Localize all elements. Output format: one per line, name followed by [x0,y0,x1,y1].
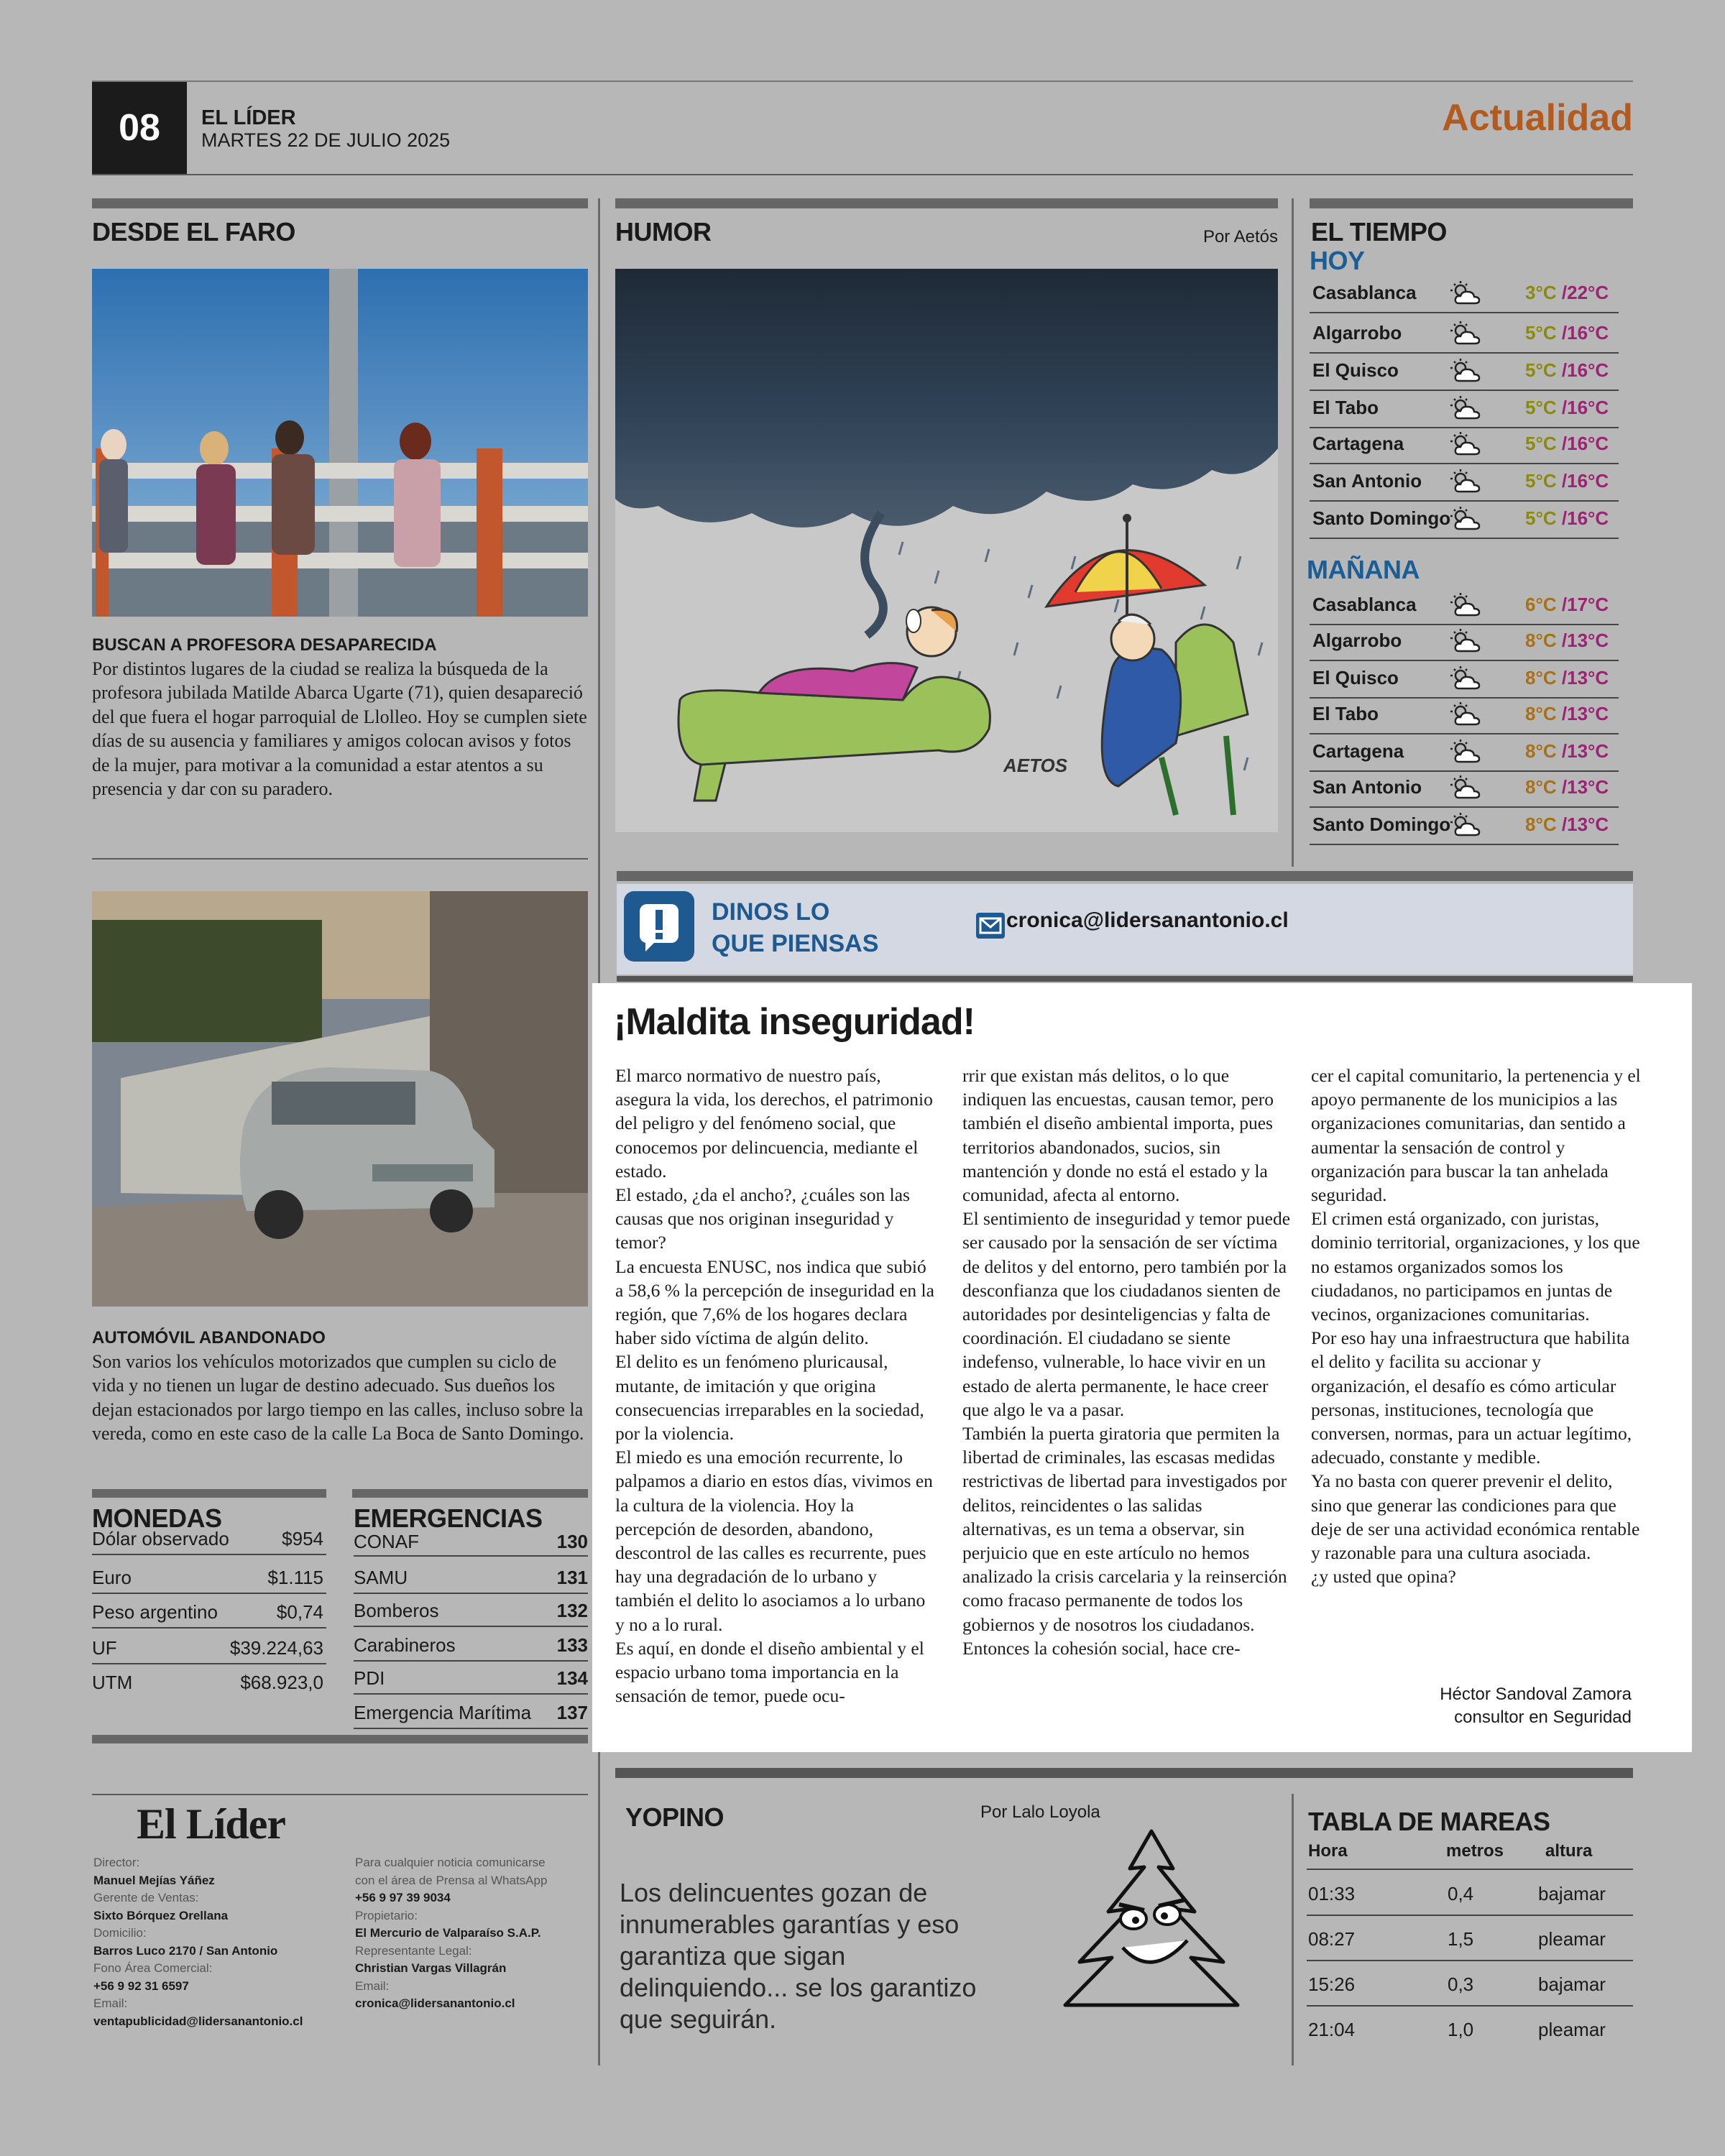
weather-city: Santo Domingo [1312,814,1451,835]
tide-type: pleamar [1538,1928,1606,1950]
partly-cloudy-icon [1450,321,1482,346]
tide-meters: 1,0 [1448,2019,1474,2040]
moneda-row: UTM $68.923,0 [92,1672,323,1693]
tree-character-icon [1044,1825,1259,2019]
weather-row [1310,734,1619,772]
partly-cloudy-icon [1450,628,1482,654]
tide-type: bajamar [1538,1883,1606,1904]
section-name: Actualidad [1442,97,1633,139]
column-col-1: El marco normativo de nuestro país, asegura la vida, los derechos, el patrimonio del peligro y del fenómeno social, que conocemos por delincuencia, mediante el estado. El estado, ¿da el ancho?, ¿cuáles son las causas que nos originan inseguridad y temor? La encuesta ENUSC, nos indica que subió a 58,6 % la percepción de inseguridad en la región, que 7,6% de los hogares declara haber sido víctima de algún delito. El delito es un fenómeno pluricausal, mutante, de imitación y que origina consecuencias irreparables en la sociedad, por la violencia. El miedo es una emoción recurrente, lo palpamos a diario en estos días, vivimos en la cultura de la violencia. Hoy la percepción de desorden, abandono, descontrol de las calles es recurrente, pues hay una degradación de lo urbano y también el delito lo asociamos a lo urbano y no a lo rural. Es aquí, en donde el diseño ambiental y el espacio urbano toma importancia en la sensación de temor, puede ocu- [615,1065,934,1707]
emergencia-row: Emergencia Marítima 137 [354,1696,588,1729]
faro-text-2: Son varios los vehículos motorizados que cumplen su ciclo de vida y no tienen un lugar de destino adecuado. Sus dueños los dejan estacionados por largo tiempo en las calles, incluso sobre la vereda, como en este caso de la calle La Boca de Santo Domingo. [92,1351,584,1445]
partly-cloudy-icon [1450,812,1482,838]
weather-city: Algarrobo [1312,322,1402,344]
masthead-logo: El Líder [137,1800,286,1848]
photo-search-volunteers [92,269,588,617]
weather-city: El Quisco [1312,667,1399,688]
weather-row [1310,354,1619,391]
partly-cloudy-icon [1450,506,1482,532]
partly-cloudy-icon [1450,592,1482,618]
yopino-title: YOPINO [625,1802,724,1832]
emergencias-bar [352,1489,588,1498]
dinos-label-1: DINOS LO [712,898,830,926]
weather-city: El Quisco [1312,359,1399,381]
moneda-row: Euro $1.115 [92,1561,326,1594]
cartoon-signature: AETOS [1003,755,1068,776]
weather-temps: 5°C /16°C [1525,397,1609,418]
tide-hour: 15:26 [1308,1973,1356,1995]
tide-meters: 0,3 [1448,1973,1474,1995]
tide-type: bajamar [1538,1973,1606,1995]
humor-cartoon [615,269,1278,832]
weather-temps: 8°C /13°C [1525,776,1609,798]
mareas-title: TABLA DE MAREAS [1308,1807,1550,1836]
weather-row [1310,502,1619,539]
weather-city: Santo Domingo [1312,507,1451,529]
column-col-3: cer el capital comunitario, la pertenencia y el apoyo permanente de los municipios a las organizaciones comunitarias, dan sentido a aumentar la sensación de control y organización para buscar la tan anhelada seguridad. El crimen está organizado, con juristas, dominio territorial, organizaciones, y los que no estamos organizados somos los ciudadanos, no participamos en juntas de vecinos, organizaciones comunitarias. Por eso hay una infraestructura que habilita el delito y facilita su accionar y organización, el desafío es cómo articular personas, instituciones, tecnología que conversen, normas, para un actuar legítimo, adecuado, constante y medible. Ya no basta con querer prevenir el delito, sino que generar las condiciones para que deje de ser una actividad económica rentable y razonable para una cultura asociada. ¿y usted que opina? [1311,1065,1641,1588]
weather-bar [1310,198,1633,208]
masthead-rule [92,1794,588,1795]
weather-row [1310,661,1619,699]
mail-icon [976,913,1005,939]
masthead-left: Director: Manuel Mejías Yáñez Gerente de Ventas: Sixto Bórquez Orellana Domicilio: Barros Luco 2170 / San Antonio Fono Área Comercial: +56 9 92 31 6597 Email: ventapublicidad@lidersanantonio.cl [93,1856,303,2028]
partly-cloudy-icon [1450,280,1482,306]
yopino-author: Por Lalo Loyola [980,1802,1100,1822]
monedas-title: MONEDAS [92,1503,222,1533]
faro-headline-1: BUSCAN A PROFESORA DESAPARECIDA [92,635,437,655]
masthead-right: Para cualquier noticia comunicarse con el área de Prensa al WhatsApp +56 9 97 39 9034 Propietario: El Mercurio de Valparaíso S.A.P. Representante Legal: Christian Vargas Villagrán Email: cronica@lidersanantonio.cl [355,1856,548,2010]
top-rule [92,80,1633,82]
weather-temps: 5°C /16°C [1525,359,1609,381]
weather-temps: 8°C /13°C [1525,740,1609,762]
tide-type: pleamar [1538,2019,1606,2040]
faro-bar [92,198,588,208]
partly-cloudy-icon [1450,701,1482,727]
weather-city: El Tabo [1312,703,1379,724]
yopino-text: Los delincuentes gozan de innumerables garantías y eso garantiza que sigan delinquiendo... se los garantizo que seguirán. [620,1878,977,2034]
tide-hour: 21:04 [1308,2019,1356,2040]
tide-row [1307,1961,1633,2007]
moneda-row: Dólar observado $954 [92,1522,326,1555]
emergencia-row: Carabineros 133 [354,1628,588,1662]
weather-row [1310,316,1619,354]
weather-temps: 8°C /13°C [1525,667,1609,688]
weather-row [1310,391,1619,428]
weather-city: Cartagena [1312,740,1404,762]
dinos-email[interactable]: cronica@lidersanantonio.cl [1006,908,1289,932]
emergencia-row: Bomberos 132 [354,1594,588,1627]
weather-title: EL TIEMPO [1311,217,1447,247]
humor-title: HUMOR [615,217,712,247]
partly-cloudy-icon [1450,469,1482,494]
tide-row [1307,2006,1633,2050]
tide-row [1307,1915,1633,1961]
weather-temps: 5°C /16°C [1525,433,1609,454]
tide-meters: 0,4 [1448,1883,1474,1904]
faro-text-1: Por distintos lugares de la ciudad se realiza la búsqueda de la profesora jubilada Matilde Abarca Ugarte (71), quien desapareció del que fuera el hogar parroquial de Llolleo. Hoy se cumplen siete días de su ausencia y familiares y amigos colocan avisos y fotos de la mujer, para motivar a la comunidad a estar atentos a su presencia y dar con su paradero. [92,658,587,800]
header-rule [92,174,1633,175]
dinos-banner [617,884,1633,975]
weather-temps: 3°C /22°C [1525,282,1609,303]
weather-row [1310,427,1619,464]
weather-city: Algarrobo [1312,630,1402,651]
weather-row [1310,276,1619,313]
moneda-row: UF $39.224,63 [92,1631,326,1664]
humor-bar [615,198,1278,208]
page-number: 08 [119,107,160,149]
partly-cloudy-icon [1450,431,1482,457]
tide-hour: 01:33 [1308,1883,1356,1904]
weather-row [1310,464,1619,502]
weather-city: San Antonio [1312,776,1422,798]
weather-row [1310,770,1619,808]
newspaper-name: EL LÍDER [201,106,296,129]
weather-temps: 5°C /16°C [1525,507,1609,529]
emergencia-row: SAMU 131 [354,1561,588,1594]
humor-author: Por Aetós [1202,227,1278,247]
weather-city: Casablanca [1312,594,1417,615]
weather-temps: 5°C /16°C [1525,322,1609,344]
weather-temps: 8°C /13°C [1525,814,1609,835]
weather-city: Cartagena [1312,433,1404,454]
weather-city: San Antonio [1312,470,1422,492]
page-number-box [92,82,187,174]
column-col-2: rrir que existan más delitos, o lo que indiquen las encuestas, causan temor, pero también el diseño ambiental importa, pues territorios abandonados, sucios, sin mantención y donde no está el estado y la comunidad, afecta al entorno. El sentimiento de inseguridad y temor puede ser causado por la sensación de ser víctima de delitos y del entorno, pero también por la desconfianza que los ciudadanos sienten de autoridades por desinteligencias y falta de coordinación. El ciudadano se siente indefenso, vulnerable, lo hace vivir en un estado de alerta permanente, le hace creer que algo le va a pasar. También la puerta giratoria que permiten la libertad de criminales, las escasas medidas restrictivas de libertad para investigados por delitos, reincidentes o las salidas alternativas, es un tema a observar, sin perjuicio que en este artículo no hemos analizado la crisis carcelaria y la reinserción como fracaso permanente de todos los gobiernos y de nosotros los ciudadanos. Entonces la cohesión social, hace cre- [962,1065,1291,1659]
exclamation-icon [624,891,694,962]
weather-row [1310,624,1619,661]
faro-bottom-bar [92,1735,588,1743]
faro-title: DESDE EL FARO [92,217,295,247]
weather-temps: 6°C /17°C [1525,594,1609,615]
column-author-role: consultor en Seguridad [1454,1708,1632,1727]
weather-tomorrow-label: MAÑANA [1307,555,1420,584]
faro-divider [92,858,588,860]
dinos-bar [617,871,1633,881]
photo-abandoned-car [92,891,588,1307]
column-author-name: Héctor Sandoval Zamora [1440,1685,1632,1704]
weather-today-label: HOY [1310,246,1365,275]
column-divider-3 [1292,1794,1294,2065]
monedas-bar [92,1489,326,1498]
mareas-header: Hora metros altura [1307,1838,1633,1870]
opinion-column [592,983,1692,1752]
partly-cloudy-icon [1450,395,1482,421]
dinos-bottom-bar [617,976,1633,982]
weather-row [1310,808,1619,845]
emergencias-title: EMERGENCIAS [354,1503,543,1533]
dinos-label-2: QUE PIENSAS [712,930,879,957]
emergencia-row: CONAF 130 [354,1528,588,1557]
weather-row [1310,588,1619,625]
weather-row [1310,697,1619,734]
tide-meters: 1,5 [1448,1928,1474,1950]
weather-city: El Tabo [1312,397,1379,418]
yopino-bar [615,1768,1633,1778]
tide-row [1307,1870,1633,1916]
weather-temps: 8°C /13°C [1525,630,1609,651]
moneda-row: Peso argentino $0,74 [92,1595,326,1628]
issue-date: MARTES 22 DE JULIO 2025 [201,129,451,151]
column-title: ¡Maldita inseguridad! [614,1001,975,1043]
emergencia-row: PDI 134 [354,1662,588,1695]
partly-cloudy-icon [1450,739,1482,765]
tide-hour: 08:27 [1308,1928,1356,1950]
partly-cloudy-icon [1450,358,1482,384]
partly-cloudy-icon [1450,665,1482,691]
weather-temps: 5°C /16°C [1525,470,1609,492]
weather-temps: 8°C /13°C [1525,703,1609,724]
column-divider-2 [1292,198,1294,867]
partly-cloudy-icon [1450,775,1482,801]
faro-headline-2: AUTOMÓVIL ABANDONADO [92,1328,326,1348]
weather-city: Casablanca [1312,282,1417,303]
